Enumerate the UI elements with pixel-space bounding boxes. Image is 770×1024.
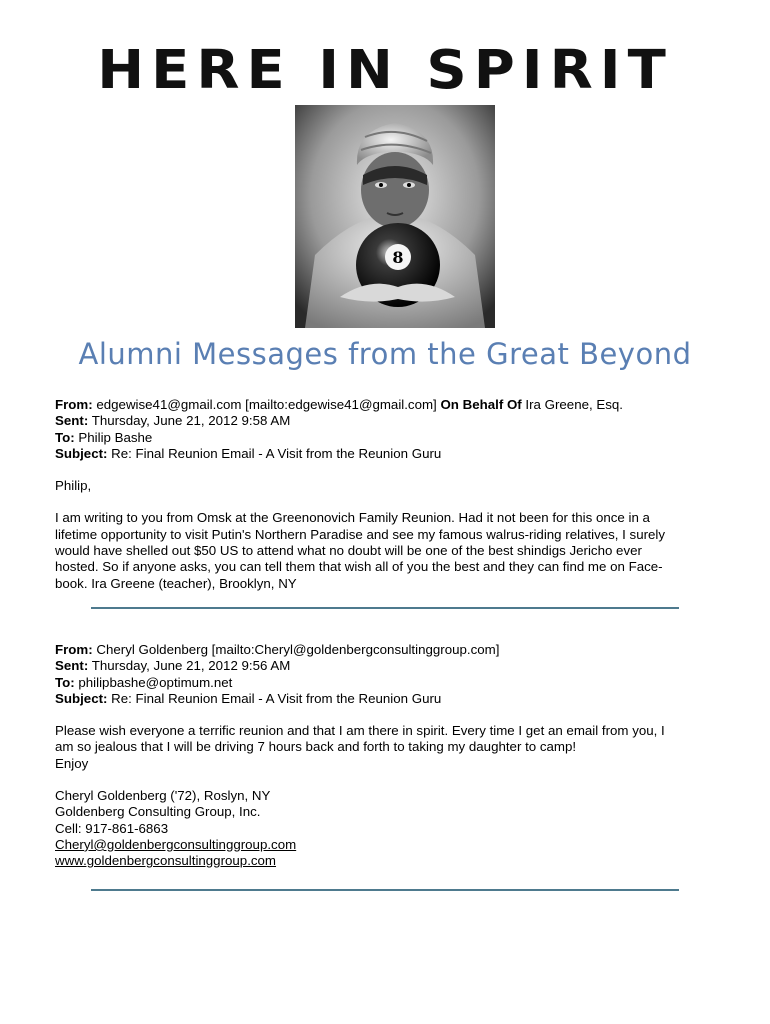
divider: [91, 607, 679, 609]
guru-photo: [295, 105, 495, 328]
to-label: To:: [55, 429, 75, 445]
subject-line: [55, 446, 725, 462]
body-line: lifetime opportunity to visit Putin's Northern Paradise and see my famous walrus-riding relatives, I surely: [55, 526, 666, 542]
page-title: HERE IN SPIRIT: [97, 39, 673, 102]
sent-label: Sent:: [55, 413, 89, 429]
signature-name: Cheryl Goldenberg ('72), Roslyn, NY: [55, 788, 271, 804]
to-value: philipbashe@optimum.net: [78, 674, 233, 690]
from-line: [55, 642, 725, 658]
subject-line: [55, 691, 725, 707]
greeting: Philip,: [55, 478, 92, 494]
to-label: To:: [55, 674, 75, 690]
subject-value: Re: Final Reunion Email - A Visit from the Reunion Guru: [111, 445, 442, 461]
to-line: [55, 430, 725, 446]
from-label: From:: [55, 642, 93, 657]
signature-website-link[interactable]: www.goldenbergconsultinggroup.com: [55, 853, 277, 869]
signature-cell: Cell: 917-861-6863: [55, 820, 169, 836]
body-line: Enjoy: [55, 755, 89, 771]
to-value: Philip Bashe: [78, 429, 153, 445]
subject-label: Subject:: [55, 690, 108, 706]
body-line: hosted. So if anyone asks, you can tell them that wish all of you the best and they can find me on Face-: [55, 559, 663, 575]
sent-value: Thursday, June 21, 2012 9:58 AM: [91, 413, 291, 429]
from-value: Cheryl Goldenberg [mailto:Cheryl@goldenbergconsultinggroup.com]: [96, 642, 500, 657]
to-line: [55, 675, 725, 691]
subject-value: Re: Final Reunion Email - A Visit from the Reunion Guru: [111, 690, 442, 706]
body-line: am so jealous that I will be driving 7 hours back and forth to taking my daughter to camp!: [55, 739, 577, 755]
subject-label: Subject:: [55, 445, 108, 461]
from-value: edgewise41@gmail.com [mailto:edgewise41@gmail.com]: [96, 397, 437, 412]
body-line: Please wish everyone a terrific reunion and that I am there in spirit. Every time I get an email from you, I: [55, 723, 665, 739]
sent-line: [55, 413, 725, 429]
message-2: [55, 642, 725, 870]
behalf-value: Ira Greene, Esq.: [525, 397, 623, 412]
body-line: would have shelled out $50 US to attend what no doubt will be one of the best shindigs Jericho ever: [55, 543, 642, 559]
message-1: [55, 397, 725, 592]
divider: [91, 889, 679, 891]
signature-email-link[interactable]: Cheryl@goldenbergconsultinggroup.com: [55, 836, 297, 852]
sent-label: Sent:: [55, 658, 89, 674]
page-subtitle: Alumni Messages from the Great Beyond: [78, 337, 692, 371]
sent-line: [55, 658, 725, 674]
behalf-label: On Behalf Of: [440, 397, 522, 412]
ball-number: 8: [392, 248, 404, 267]
from-line: [55, 397, 725, 413]
signature-company: Goldenberg Consulting Group, Inc.: [55, 804, 261, 820]
sent-value: Thursday, June 21, 2012 9:56 AM: [91, 658, 291, 674]
body-line: I am writing to you from Omsk at the Greenonovich Family Reunion. Had it not been for this once in a: [55, 510, 650, 526]
from-label: From:: [55, 397, 93, 412]
body-line: book. Ira Greene (teacher), Brooklyn, NY: [55, 575, 297, 591]
